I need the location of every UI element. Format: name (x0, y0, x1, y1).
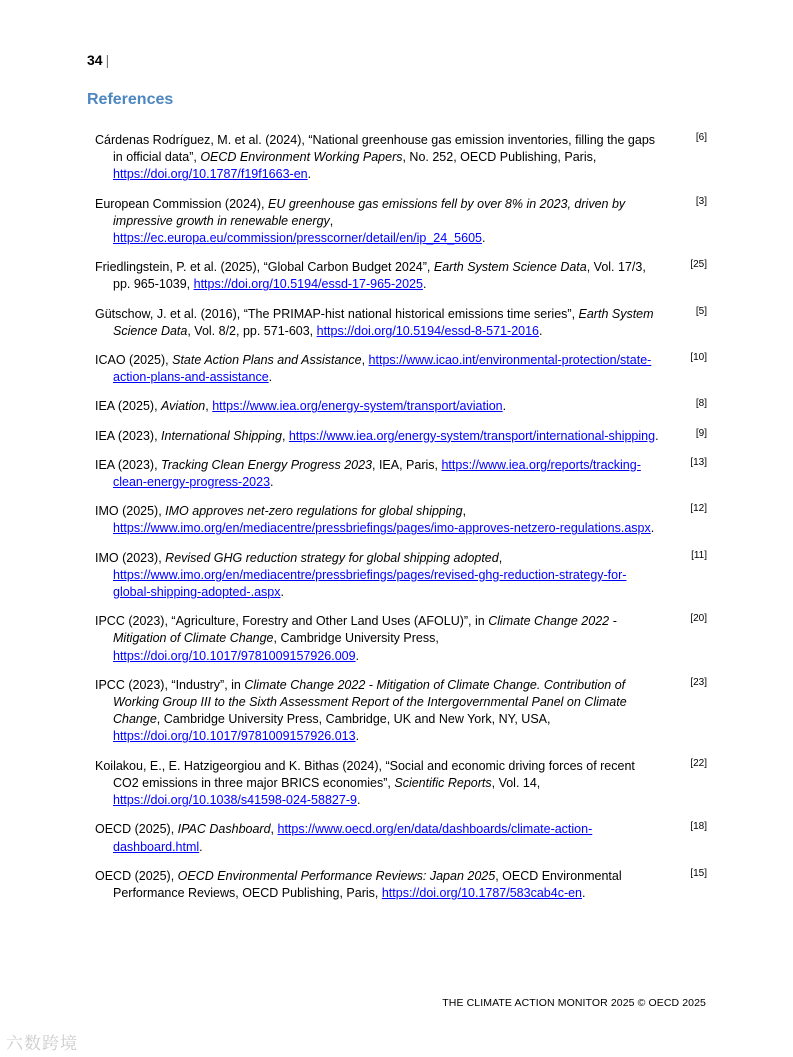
reference-details: , OECD Environmental Performance Reviews, OECD Publishing, Paris, (113, 868, 622, 900)
reference-link[interactable]: https://www.imo.org/en/mediacentre/pressbriefings/pages/revised-ghg-reduction-strategy-for-global-shipping-adopted-.aspx (113, 567, 627, 600)
reference-text (95, 503, 662, 537)
reference-details: , (329, 213, 334, 228)
reference-source: Earth System Science Data (433, 260, 587, 275)
reference-end: . (280, 585, 284, 600)
reference-number: [10] (690, 352, 707, 364)
reference-source: Tracking Clean Energy Progress 2023 (161, 457, 373, 472)
reference-details: , Vol. 14, (491, 775, 541, 790)
reference-item (95, 677, 707, 746)
reference-author: IEA (2025), (95, 399, 162, 414)
reference-author: Gütschow, J. et al. (2016), (95, 306, 244, 321)
reference-details: , (281, 428, 289, 443)
reference-item (95, 758, 707, 810)
reference-end: . (539, 323, 543, 338)
reference-link[interactable]: https://www.iea.org/energy-system/transport/international-shipping (288, 428, 656, 443)
reference-link[interactable]: https://doi.org/10.1787/583cab4c-en (381, 885, 583, 900)
reference-end: . (481, 231, 486, 246)
reference-link[interactable]: https://www.imo.org/en/mediacentre/pressbriefings/pages/imo-approves-netzero-regulations.aspx (113, 521, 651, 536)
reference-text (95, 306, 662, 340)
reference-item (95, 196, 707, 248)
reference-title: “National greenhouse gas emission inventories, filling the gaps in official data”, (113, 133, 656, 165)
reference-title: “Global Carbon Budget 2024”, (263, 260, 434, 275)
reference-end: . (502, 399, 507, 414)
reference-details: , No. 252, OECD Publishing, Paris, (402, 150, 597, 165)
reference-link[interactable]: https://www.iea.org/energy-system/transport/aviation (212, 399, 503, 414)
reference-end: . (270, 475, 274, 490)
reference-text (95, 132, 662, 184)
reference-number: [15] (690, 867, 707, 879)
reference-number: [12] (690, 503, 707, 515)
reference-item (95, 821, 707, 855)
reference-link[interactable]: https://doi.org/10.5194/essd-17-965-2025 (193, 277, 423, 292)
reference-link[interactable]: https://doi.org/10.5194/essd-8-571-2016 (316, 323, 540, 338)
reference-number: [11] (691, 549, 707, 561)
reference-author: IMO (2023), (95, 550, 166, 565)
reference-source: State Action Plans and Assistance (172, 353, 362, 368)
reference-end: . (650, 521, 655, 536)
reference-item (95, 259, 707, 293)
reference-source: Climate Change 2022 - Mitigation of Climate Change (113, 614, 617, 646)
reference-number: [9] (695, 427, 707, 439)
reference-source: International Shipping (161, 428, 282, 443)
reference-number: [25] (690, 259, 707, 271)
reference-item (95, 550, 707, 602)
reference-details: , Vol. 17/3, pp. 965-1039, (113, 260, 646, 292)
reference-link[interactable]: https://www.icao.int/environmental-protection/state-action-plans-and-assistance (113, 353, 652, 385)
reference-item (95, 613, 707, 665)
footer: THE CLIMATE ACTION MONITOR 2025 © OECD 2025 (442, 997, 706, 1009)
reference-source: Scientific Reports (394, 775, 492, 790)
reference-author: OECD (2025), (95, 822, 178, 837)
reference-author: IPCC (2023), (95, 677, 172, 692)
reference-text (95, 428, 662, 445)
reference-item (95, 428, 707, 445)
reference-link[interactable]: https://www.iea.org/reports/tracking-clean-energy-progress-2023 (113, 457, 641, 490)
reference-link[interactable]: https://ec.europa.eu/commission/presscorner/detail/en/ip_24_5605 (113, 231, 482, 246)
references-list (95, 132, 707, 914)
reference-text (95, 398, 662, 415)
reference-number: [5] (695, 305, 707, 317)
reference-title: “The PRIMAP-hist national historical emissions time series”, (243, 306, 579, 321)
reference-author: OECD (2025), (95, 868, 178, 883)
reference-link[interactable]: https://www.oecd.org/en/data/dashboards/climate-action-dashboard.html (113, 822, 593, 854)
reference-end: . (268, 370, 273, 385)
reference-details: , (361, 353, 369, 368)
reference-text (95, 868, 662, 902)
reference-item (95, 457, 707, 491)
reference-author: IMO (2025), (95, 504, 166, 519)
reference-link[interactable]: https://doi.org/10.1787/f19f1663-en (113, 167, 308, 182)
reference-number: [13] (690, 456, 707, 468)
reference-item (95, 503, 707, 537)
reference-author: IPCC (2023), (95, 614, 172, 629)
reference-author: IEA (2023), (95, 457, 162, 472)
reference-number: [3] (695, 195, 707, 207)
reference-text (95, 677, 662, 746)
reference-text (95, 352, 662, 386)
reference-number: [22] (690, 757, 707, 769)
reference-end: . (355, 729, 360, 744)
reference-source: Revised GHG reduction strategy for global shipping adopted (165, 550, 499, 565)
reference-text (95, 613, 662, 665)
reference-item (95, 868, 707, 902)
reference-details: , IEA, Paris, (372, 457, 442, 472)
reference-text (95, 821, 662, 855)
reference-text (95, 758, 662, 810)
reference-item (95, 398, 707, 415)
reference-text (95, 259, 662, 293)
reference-author: IEA (2023), (95, 428, 162, 443)
reference-end: . (356, 793, 361, 808)
reference-number: [18] (690, 821, 707, 833)
reference-link[interactable]: https://doi.org/10.1017/9781009157926.013 (113, 729, 356, 744)
reference-author: Friedlingstein, P. et al. (2025), (95, 260, 264, 275)
reference-title: “Social and economic driving forces of recent CO2 emissions in three major BRICS economies”, (113, 758, 635, 790)
reference-end: . (422, 277, 427, 292)
watermark: 六数跨境 (6, 1034, 78, 1053)
reference-source: IMO approves net-zero regulations for global shipping (165, 504, 463, 519)
reference-number: [6] (695, 132, 707, 143)
reference-title: “Agriculture, Forestry and Other Land Uses (AFOLU)”, in (171, 614, 489, 629)
reference-number: [8] (695, 398, 707, 410)
reference-details: , Cambridge University Press, (273, 631, 439, 646)
reference-end: . (582, 885, 586, 900)
reference-title: “Industry”, in (171, 677, 245, 692)
reference-text (95, 196, 662, 248)
reference-end: . (355, 648, 360, 663)
reference-text (95, 457, 662, 491)
reference-end: . (199, 839, 203, 854)
reference-end: . (307, 167, 312, 182)
reference-number: [20] (690, 613, 707, 625)
reference-details: , (498, 550, 503, 565)
page-number-separator: | (105, 52, 110, 68)
reference-source: Aviation (161, 399, 206, 414)
reference-details: , Cambridge University Press, Cambridge, UK and New York, NY, USA, (156, 712, 551, 727)
reference-source: Earth System Science Data (113, 306, 654, 338)
reference-end: . (655, 428, 659, 443)
reference-author: ICAO (2025), (95, 353, 173, 368)
reference-details: , (270, 822, 278, 837)
reference-source: IPAC Dashboard (177, 822, 271, 837)
reference-details: , (462, 504, 467, 519)
reference-item (95, 306, 707, 340)
reference-link[interactable]: https://doi.org/10.1017/9781009157926.009 (113, 648, 356, 663)
reference-source: Climate Change 2022 - Mitigation of Climate Change. Contribution of Working Group III to the Sixth Assessment Report of the Intergovernmental Panel on Climate Change (113, 677, 627, 727)
reference-details: , (205, 399, 213, 414)
reference-item (95, 132, 707, 184)
reference-source: OECD Environment Working Papers (200, 150, 403, 165)
reference-source: EU greenhouse gas emissions fell by over 8% in 2023, driven by impressive growth in renewable energy (113, 196, 626, 228)
reference-author: Cárdenas Rodríguez, M. et al. (2024), (95, 133, 309, 147)
reference-details: , Vol. 8/2, pp. 571-603, (187, 323, 317, 338)
reference-link[interactable]: https://doi.org/10.1038/s41598-024-58827-9 (113, 793, 357, 808)
reference-source: OECD Environmental Performance Reviews: Japan 2025 (177, 868, 496, 883)
reference-number: [23] (690, 676, 707, 688)
reference-author: Koilakou, E., E. Hatzigeorgiou and K. Bithas (2024), (95, 758, 386, 773)
section-title: References (87, 91, 174, 108)
reference-text (95, 550, 662, 602)
page-number: 34 | (87, 52, 110, 68)
reference-item (95, 352, 707, 386)
reference-author: European Commission (2024), (95, 196, 268, 211)
